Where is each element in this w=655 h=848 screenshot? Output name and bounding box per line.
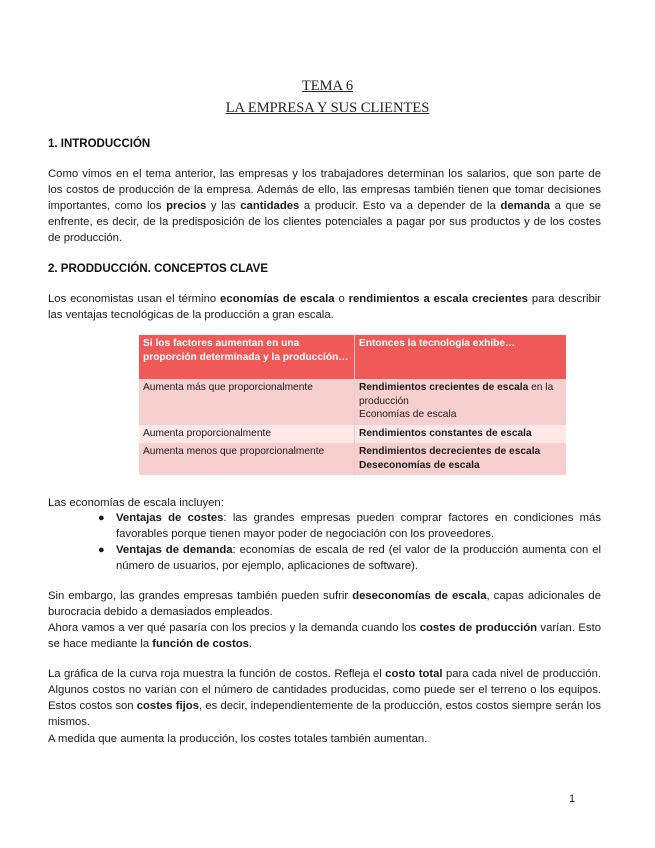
text-span: o bbox=[334, 293, 349, 305]
list-item bbox=[116, 542, 601, 574]
bold-term: costo total bbox=[385, 668, 443, 680]
bold-term: economías de escala bbox=[220, 293, 335, 305]
section-heading-introduccion: 1. INTRODUCCIÓN bbox=[48, 138, 151, 150]
text-span: para cada nivel de producción. Algunos costos no varían con el número de cantidades producidas, como puede ser el terreno o los equipos. Estos costos son bbox=[48, 668, 601, 712]
doc-title-line1: TEMA 6 bbox=[301, 78, 354, 94]
table-header-col1: Si los factores aumentan en una proporción determinada y la producción… bbox=[139, 335, 355, 379]
text-span: a producir. Esto va a depender de la bbox=[299, 200, 501, 212]
doc-title-line2: LA EMPRESA Y SUS CLIENTES bbox=[225, 100, 430, 116]
bold-term: función de costos bbox=[152, 638, 249, 650]
bold-term: Ventajas de costes bbox=[116, 512, 224, 524]
paragraph-costes-totales: A medida que aumenta la producción, los costes totales también aumentan. bbox=[48, 733, 428, 745]
section-heading-produccion: 2. PRODDUCCIÓN. CONCEPTOS CLAVE bbox=[48, 263, 269, 275]
table-cell: Rendimientos constantes de escala bbox=[355, 425, 567, 443]
paragraph-produccion bbox=[48, 291, 601, 323]
text-span: La gráfica de la curva roja muestra la función de costos. Refleja el bbox=[48, 668, 386, 680]
bold-term: rendimientos a escala crecientes bbox=[348, 293, 528, 305]
list-intro: Las economías de escala incluyen: bbox=[48, 497, 224, 509]
text-span: a que se enfrente, es decir, de la predisposición de los clientes potenciales a pagar por sus productos y de los costes de producción. bbox=[48, 200, 601, 244]
paragraph-costes bbox=[48, 620, 601, 652]
paragraph-deseconomias bbox=[48, 588, 601, 620]
table-cell: Aumenta proporcionalmente bbox=[139, 425, 355, 443]
text-span: Deseconomías de escala bbox=[359, 459, 480, 471]
bullet-icon: ● bbox=[98, 512, 105, 524]
text-span: para describir las ventajas tecnológicas de la producción a gran escala. bbox=[48, 293, 602, 321]
table-header-col2: Entonces la tecnología exhibe… bbox=[355, 335, 567, 379]
text-span: , es decir, independientemente de la producción, estos costos siempre serán los mismos. bbox=[48, 700, 602, 728]
table-cell bbox=[355, 379, 567, 425]
scale-returns-table bbox=[139, 335, 566, 475]
table-header-row bbox=[139, 335, 566, 379]
paragraph-funcion-costos bbox=[48, 666, 601, 730]
list-item bbox=[116, 510, 601, 542]
bullet-icon: ● bbox=[98, 544, 105, 556]
bold-term: Rendimientos crecientes de escala bbox=[359, 382, 529, 393]
table-cell: Aumenta menos que proporcionalmente bbox=[139, 443, 355, 475]
text-span: Rendimientos decrecientes de escala bbox=[359, 446, 541, 457]
text-span: Ahora vamos a ver qué pasaría con los precios y la demanda cuando los bbox=[48, 622, 420, 634]
text-span: : economías de escala de red (el valor de la producción aumenta con el número de usuarios, por ejemplo, aplicaciones de software). bbox=[116, 544, 602, 572]
text-span: varían. Esto se hace mediante la bbox=[48, 622, 601, 650]
text-span: Economías de escala bbox=[359, 409, 457, 420]
page-number: 1 bbox=[569, 793, 576, 805]
paragraph-introduccion bbox=[48, 166, 601, 246]
bold-term: precios bbox=[166, 200, 207, 212]
table-row bbox=[139, 443, 566, 475]
bold-term: cantidades bbox=[240, 200, 300, 212]
text-span: . bbox=[248, 638, 253, 650]
text-span: , capas adicionales de burocracia debido a demasiados empleados. bbox=[48, 590, 601, 618]
table-cell bbox=[355, 443, 567, 475]
bold-term: Ventajas de demanda bbox=[116, 544, 233, 556]
table-row bbox=[139, 379, 566, 425]
bold-term: costes fijos bbox=[136, 700, 199, 712]
text-span: Como vimos en el tema anterior, las empresas y los trabajadores determinan los salarios, que son parte de los costos de producción de la empresa. Además de ello, las empresas también tienen que tomar decisiones importantes, como los bbox=[48, 168, 601, 212]
text-span: en la producción bbox=[359, 382, 554, 407]
text-span: y las bbox=[206, 200, 241, 212]
text-span: Sin embargo, las grandes empresas también pueden sufrir bbox=[48, 590, 353, 602]
table-cell: Aumenta más que proporcionalmente bbox=[139, 379, 355, 425]
bold-term: costes de producción bbox=[419, 622, 538, 634]
text-span: Los economistas usan el término bbox=[48, 293, 221, 305]
table-row bbox=[139, 425, 566, 443]
bold-term: demanda bbox=[500, 200, 551, 212]
text-span: : las grandes empresas pueden comprar factores en condiciones más favorables porque tienen mayor poder de negociación con los proveedores. bbox=[116, 512, 601, 540]
bold-term: deseconomías de escala bbox=[352, 590, 487, 602]
